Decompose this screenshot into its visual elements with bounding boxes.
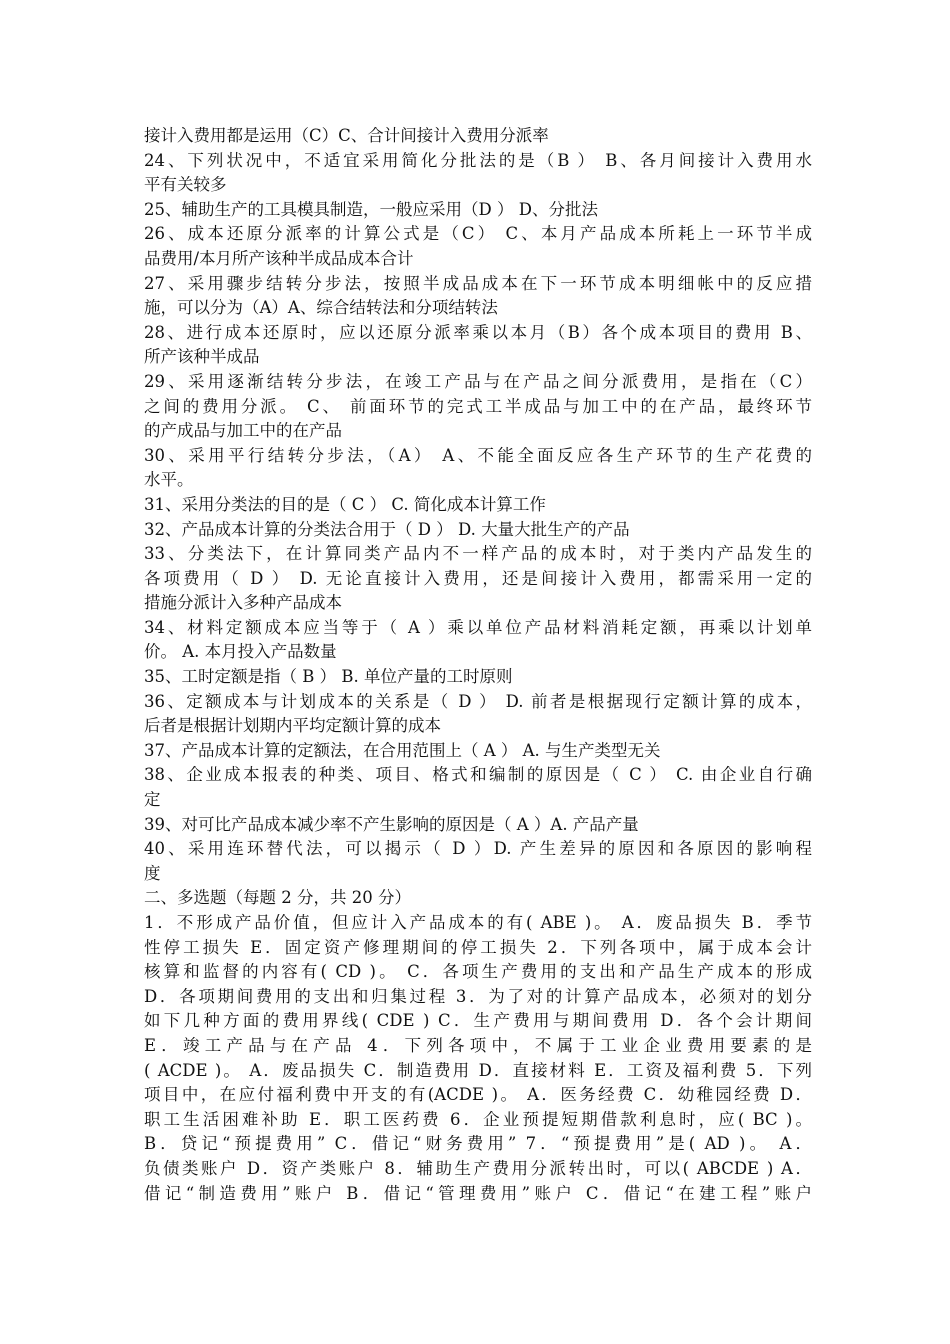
text-line: 38、企业成本报表的种类、项目、格式和编制的原因是（ C ） C. 由企业自行确	[144, 765, 812, 785]
text-line: 24、下列状况中，不适宜采用简化分批法的是（B ） B、各月间接计入费用水	[144, 150, 812, 170]
text-line: 职工生活困难补助 E．职工医药费 6．企业预提短期借款利息时，应( BC )。	[144, 1109, 812, 1129]
text-line: 39、对可比产品成本减少率不产生影响的原因是（ A ）A. 产品产量	[144, 814, 639, 834]
text-line: 28、进行成本还原时，应以还原分派率乘以本月（B）各个成本项目的费用 B、	[144, 322, 812, 342]
section-heading: 二、多选题（每题 2 分，共 20 分）	[144, 888, 411, 908]
text-line: 32、产品成本计算的分类法合用于（ D ） D. 大量大批生产的产品	[144, 519, 630, 539]
text-line: 25、辅助生产的工具模具制造，一般应采用（D ） D、分批法	[144, 199, 598, 219]
text-line: ( ACDE )。 A．废品损失 C．制造费用 D．直接材料 E．工资及福利费 5．下列	[144, 1060, 812, 1080]
text-line: 29、采用逐渐结转分步法，在竣工产品与在产品之间分派费用，是指在（C）	[144, 371, 812, 391]
text-line: 36、定额成本与计划成本的关系是（ D ） D. 前者是根据现行定额计算的成本，	[144, 691, 812, 711]
text-line: 1．不形成产品价值，但应计入产品成本的有( ABE )。 A．废品损失 B．季节	[144, 913, 812, 932]
text-line: 负债类账户 D．资产类账户 8．辅助生产费用分派转出时，可以( ABCDE ) A．	[144, 1158, 812, 1178]
text-line: 借记“制造费用”账户 B．借记“管理费用”账户 C．借记“在建工程”账户	[144, 1183, 812, 1203]
text-line: 31、采用分类法的目的是（ C ） C. 简化成本计算工作	[144, 494, 546, 514]
text-line: 40、采用连环替代法，可以揭示（ D ）D. 产生差异的原因和各原因的影响程	[144, 839, 812, 859]
text-line: 度	[144, 863, 161, 883]
text-line: 价。 A. 本月投入产品数量	[144, 642, 337, 662]
text-line: 26、成本还原分派率的计算公式是（C） C、本月产品成本所耗上一环节半成	[144, 224, 812, 244]
text-line: 性停工损失 E．固定资产修理期间的停工损失 2．下列各项中，属于成本会计	[144, 937, 812, 957]
text-line: 各项费用（ D ） D. 无论直接计入费用，还是间接计入费用，都需采用一定的	[144, 568, 812, 588]
text-line: 33、分类法下，在计算同类产品内不一样产品的成本时，对于类内产品发生的	[144, 544, 812, 564]
text-line: 后者是根据计划期内平均定额计算的成本	[144, 716, 441, 736]
text-line: 定	[144, 790, 161, 810]
text-line: 的产成品与加工中的在产品	[144, 421, 342, 441]
text-line: 27、采用骤步结转分步法，按照半成品成本在下一环节成本明细帐中的反应措	[144, 273, 812, 293]
text-line: 措施分派计入多种产品成本	[144, 593, 342, 613]
text-line: 之间的费用分派。 C、 前面环节的完式工半成品与加工中的在产品，最终环节	[144, 396, 812, 416]
text-line: 37、产品成本计算的定额法，在合用范围上（ A ） A. 与生产类型无关	[144, 740, 661, 760]
text-line: 核算和监督的内容有( CD )。 C．各项生产费用的支出和产品生产成本的形成	[144, 962, 812, 982]
text-line: E．竣工产品与在产品 4．下列各项中，不属于工业企业费用要素的是	[144, 1035, 812, 1055]
text-line: 所产该种半成品	[144, 347, 260, 367]
text-line: 水平。	[144, 470, 194, 490]
text-line: 30、采用平行结转分步法，（A） A、不能全面反应各生产环节的生产花费的	[144, 445, 812, 465]
text-line: 施，可以分为（A）A、综合结转法和分项结转法	[144, 298, 498, 318]
text-line: 项目中，在应付福利费中开支的有(ACDE )。 A．医务经费 C．幼稚园经费 D．	[144, 1085, 812, 1105]
text-line: 34、材料定额成本应当等于（ A ）乘以单位产品材料消耗定额，再乘以计划单	[144, 617, 812, 637]
text-line: 接计入费用都是运用（C）C、合计间接计入费用分派率	[144, 126, 549, 145]
text-line: 如下几种方面的费用界线( CDE ) C．生产费用与期间费用 D．各个会计期间	[144, 1011, 812, 1031]
text-line: 品费用/本月所产该种半成品成本合计	[144, 248, 414, 268]
text-line: B．贷记“预提费用” C．借记“财务费用” 7．“预提费用”是( AD )。 A．	[144, 1134, 812, 1154]
text-line: 35、工时定额是指（ B ） B. 单位产量的工时原则	[144, 667, 513, 687]
document-page	[144, 124, 812, 1206]
text-line: 平有关较多	[144, 175, 227, 195]
text-line: D．各项期间费用的支出和归集过程 3．为了对的计算产品成本，必须对的划分	[144, 986, 812, 1006]
